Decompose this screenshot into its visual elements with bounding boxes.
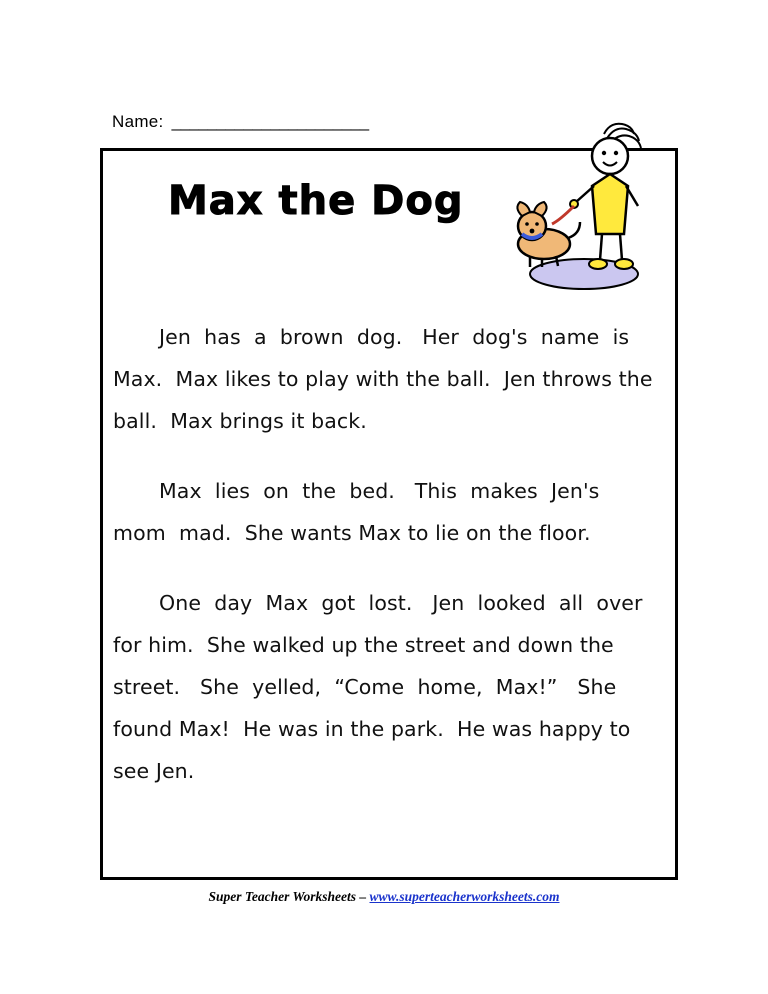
- footer: [0, 889, 768, 905]
- passage-paragraph-1: Jen has a brown dog. Her dog's name is Max. Max likes to play with the ball. Jen throws the ball. Max brings it back.: [113, 325, 660, 433]
- footer-separator: –: [359, 889, 367, 904]
- passage-paragraph-2: Max lies on the bed. This makes Jen's mom mad. She wants Max to lie on the floor.: [113, 479, 613, 545]
- name-field-row: [112, 112, 369, 132]
- name-blank-line[interactable]: ______________________: [171, 112, 369, 131]
- reading-passage: [113, 316, 665, 792]
- page-title: Max the Dog: [168, 178, 464, 224]
- footer-brand: Super Teacher Worksheets: [208, 889, 356, 904]
- passage-paragraph-3: One day Max got lost. Jen looked all over for him. She walked up the street and down the street. She yelled, “Come home, Max!” She found Max! He was in the park. He was happy to see Jen.: [113, 591, 656, 783]
- name-label: Name:: [112, 112, 164, 131]
- footer-website-link[interactable]: www.superteacherworksheets.com: [369, 889, 560, 904]
- girl-walking-dog-icon: [508, 104, 668, 300]
